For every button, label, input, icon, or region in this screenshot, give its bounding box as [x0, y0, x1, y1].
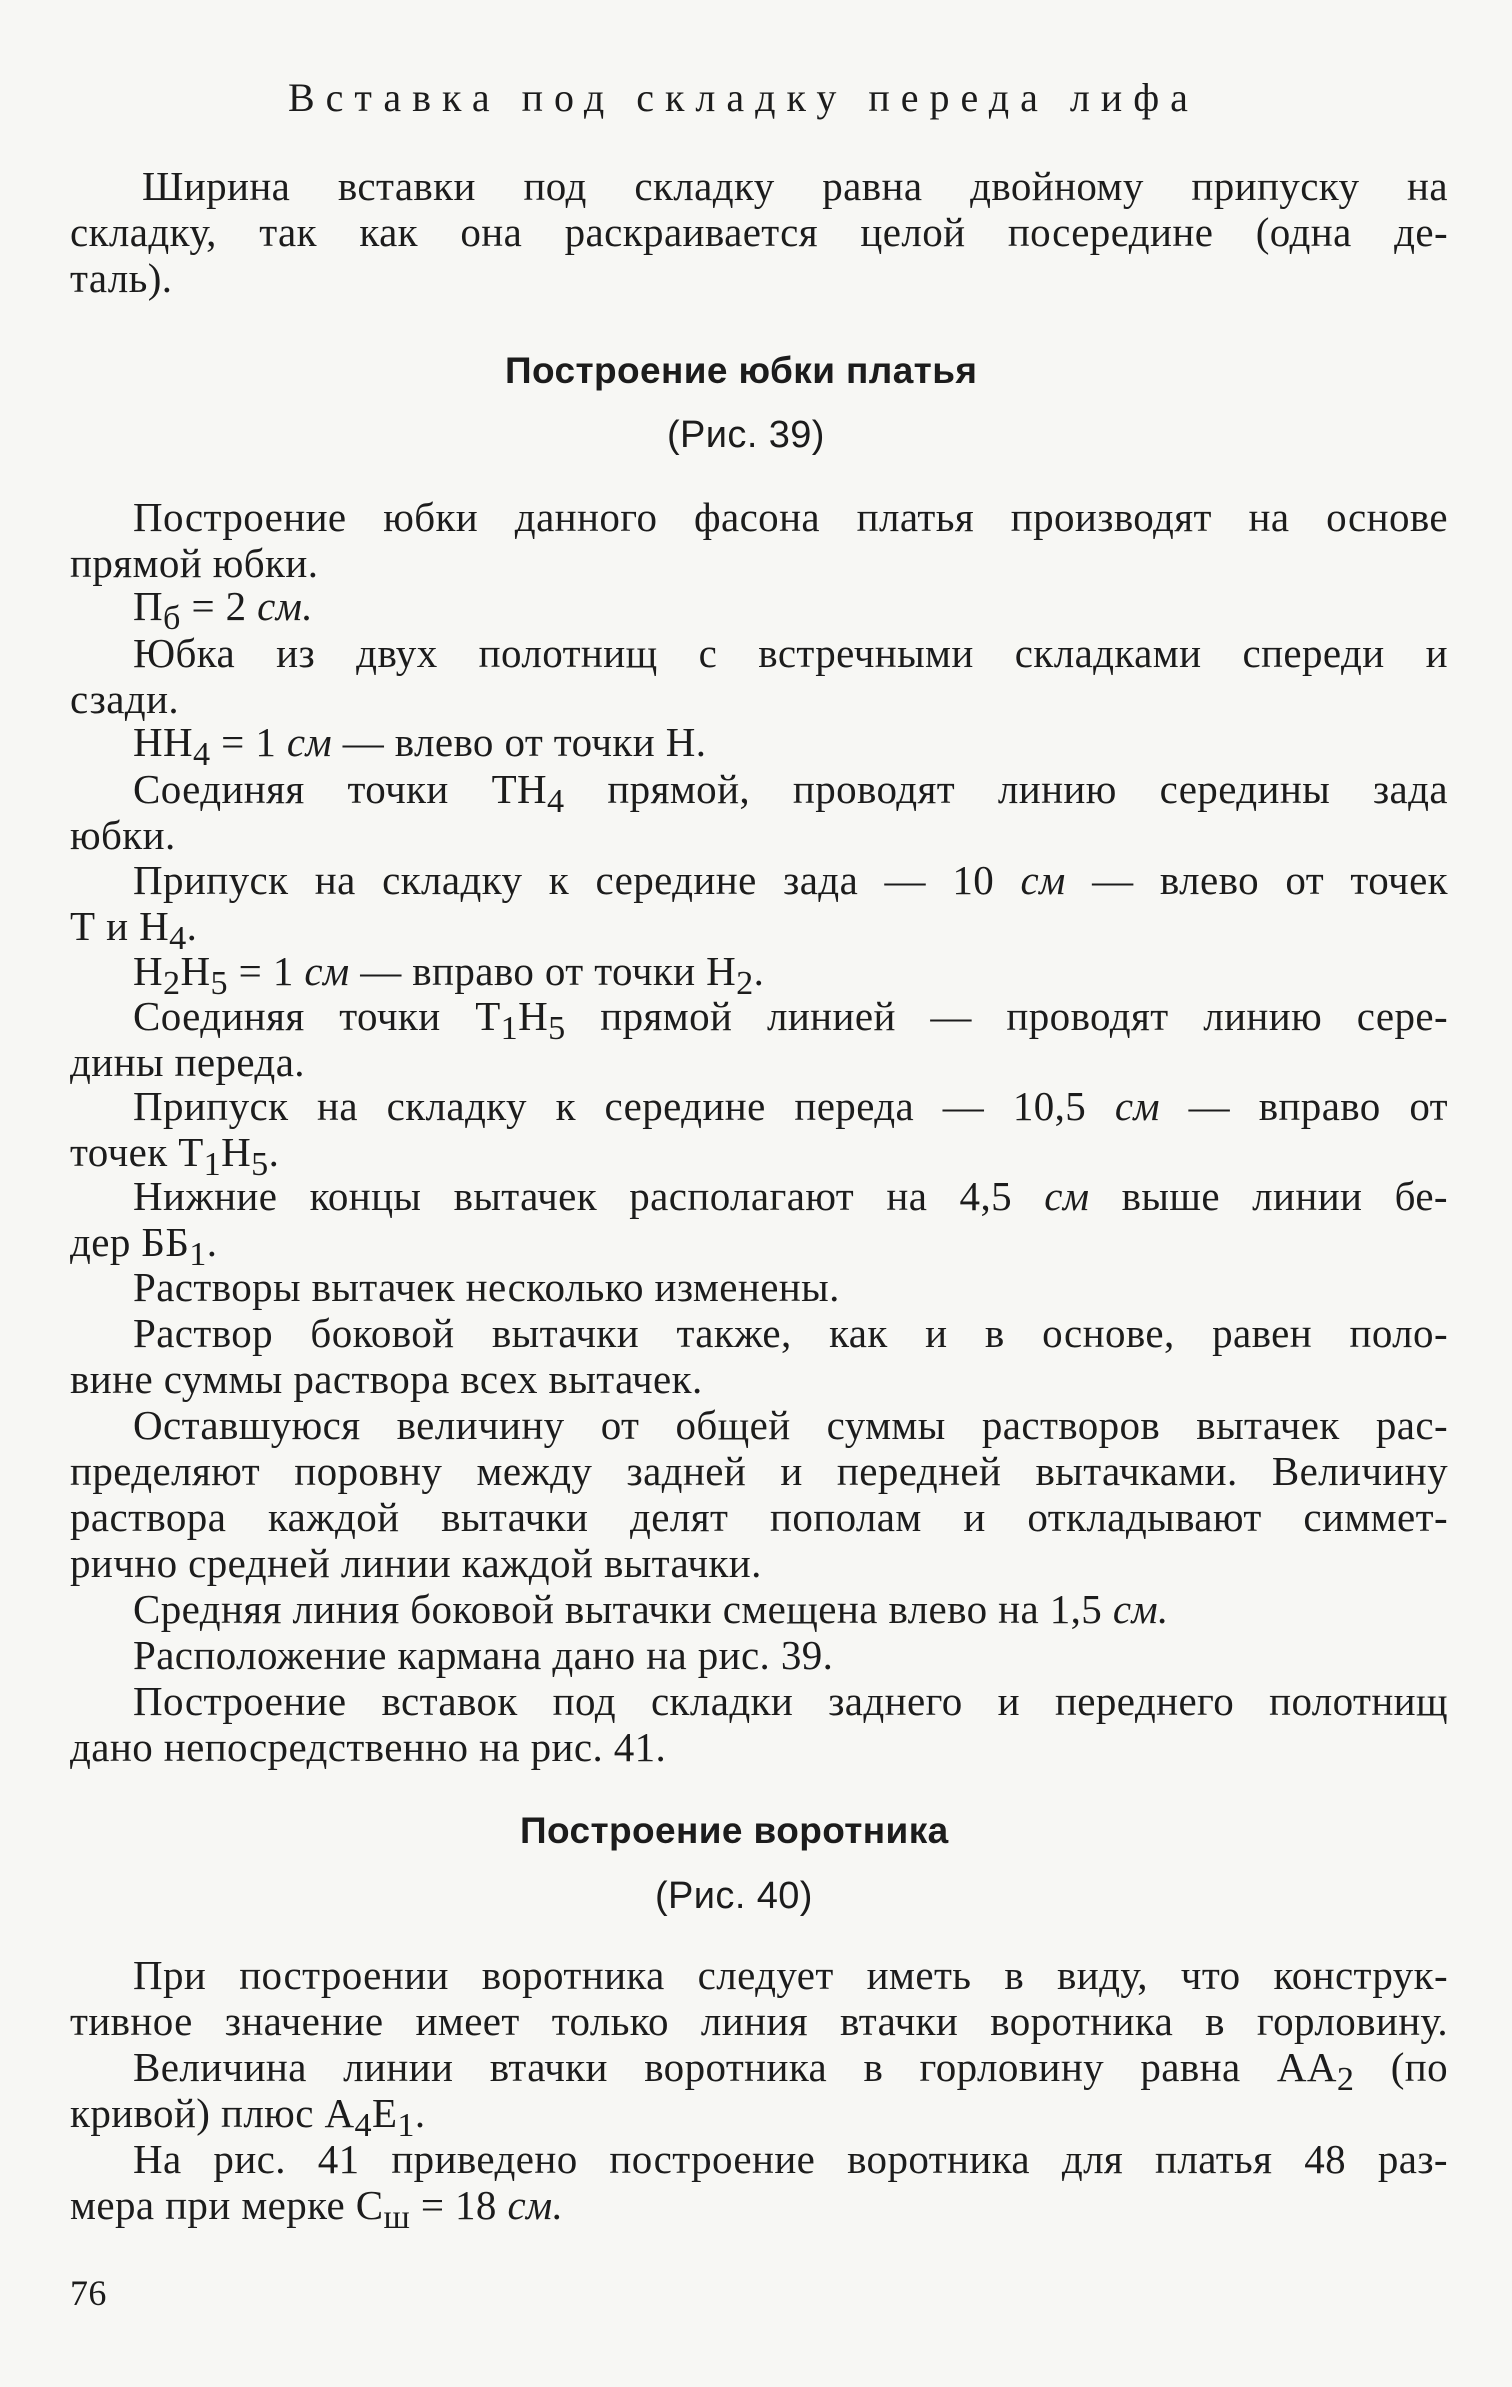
- text-line: Т и $Н_4$.: [70, 903, 198, 958]
- text-line: Соединяя точки $Т_1Н_5$ прямой линией — проводят линию сере-: [133, 993, 1448, 1048]
- text-line: Раствор боковой вытачки также, как и в основе, равен поло-: [133, 1310, 1448, 1356]
- text-line: прямой юбки.: [70, 540, 319, 586]
- figure-reference: (Рис. 40): [655, 1875, 813, 1917]
- text-line: кривой) плюс $А_4Е_1$.: [70, 2090, 426, 2145]
- text-line: $П_б = 2$ см.: [133, 583, 313, 638]
- text-line: На рис. 41 приведено построение воротника для платья 48 раз-: [133, 2136, 1448, 2182]
- text-line: складку, так как она раскраивается целой посередине (одна де-: [70, 209, 1448, 255]
- figure-reference: (Рис. 39): [667, 414, 825, 456]
- text-line: юбки.: [70, 812, 176, 858]
- text-line: дер $ББ_1$.: [70, 1219, 218, 1274]
- text-line: вине суммы раствора всех вытачек.: [70, 1356, 703, 1402]
- text-line: раствора каждой вытачки делят пополам и откладывают симмет-: [70, 1494, 1448, 1540]
- text-line: мера при мерке $С_ш = 18$ см.: [70, 2182, 564, 2237]
- text-line: дано непосредственно на рис. 41.: [70, 1724, 667, 1770]
- text-line: Построение вставок под складки заднего и переднего полотнищ: [133, 1678, 1448, 1724]
- section-heading: Построение юбки платья: [505, 350, 978, 391]
- text-line: Соединяя точки $ТН_4$ прямой, проводят линию середины зада: [133, 766, 1449, 821]
- text-line: Растворы вытачек несколько изменены.: [133, 1264, 840, 1310]
- text-line: Расположение кармана дано на рис. 39.: [133, 1632, 834, 1678]
- text-line: таль).: [70, 255, 173, 301]
- text-line: рично средней линии каждой вытачки.: [70, 1540, 762, 1586]
- text-line: дины переда.: [70, 1039, 305, 1085]
- section-heading: Построение воротника: [520, 1810, 949, 1851]
- text-line: $НН_4 = 1$ см — влево от точки Н.: [133, 719, 707, 774]
- text-line: сзади.: [70, 676, 180, 722]
- section-title: Вставка под складку переда лифа: [288, 75, 1199, 120]
- text-line: Припуск на складку к середине переда — 10,5 см — вправо от: [133, 1083, 1448, 1129]
- text-line: Нижние концы вытачек располагают на 4,5 см выше линии бе-: [133, 1173, 1448, 1219]
- text-line: Припуск на складку к середине зада — 10 см — влево от точек: [133, 857, 1448, 903]
- text-line: пределяют поровну между задней и передней вытачками. Величину: [70, 1448, 1448, 1494]
- text-line: $Н_2Н_5 = 1$ см — вправо от точки $Н_2$.: [133, 948, 765, 1003]
- text-line: Величина линии втачки воротника в горловину равна $АА_2$ (по: [133, 2044, 1448, 2099]
- text-line: тивное значение имеет только линия втачки воротника в горловину.: [70, 1998, 1448, 2044]
- text-line: точек $Т_1Н_5$.: [70, 1129, 280, 1184]
- text-line: Построение юбки данного фасона платья производят на основе: [133, 494, 1448, 540]
- page-number: 76: [70, 2273, 107, 2313]
- text-line: При построении воротника следует иметь в виду, что конструк-: [133, 1952, 1448, 1998]
- text-line: Средняя линия боковой вытачки смещена влево на 1,5 см.: [133, 1586, 1169, 1632]
- text-line: Оставшуюся величину от общей суммы растворов вытачек рас-: [133, 1402, 1448, 1448]
- text-line: Ширина вставки под складку равна двойному припуску на: [142, 163, 1448, 209]
- text-line: Юбка из двух полотнищ с встречными складками спереди и: [133, 630, 1448, 676]
